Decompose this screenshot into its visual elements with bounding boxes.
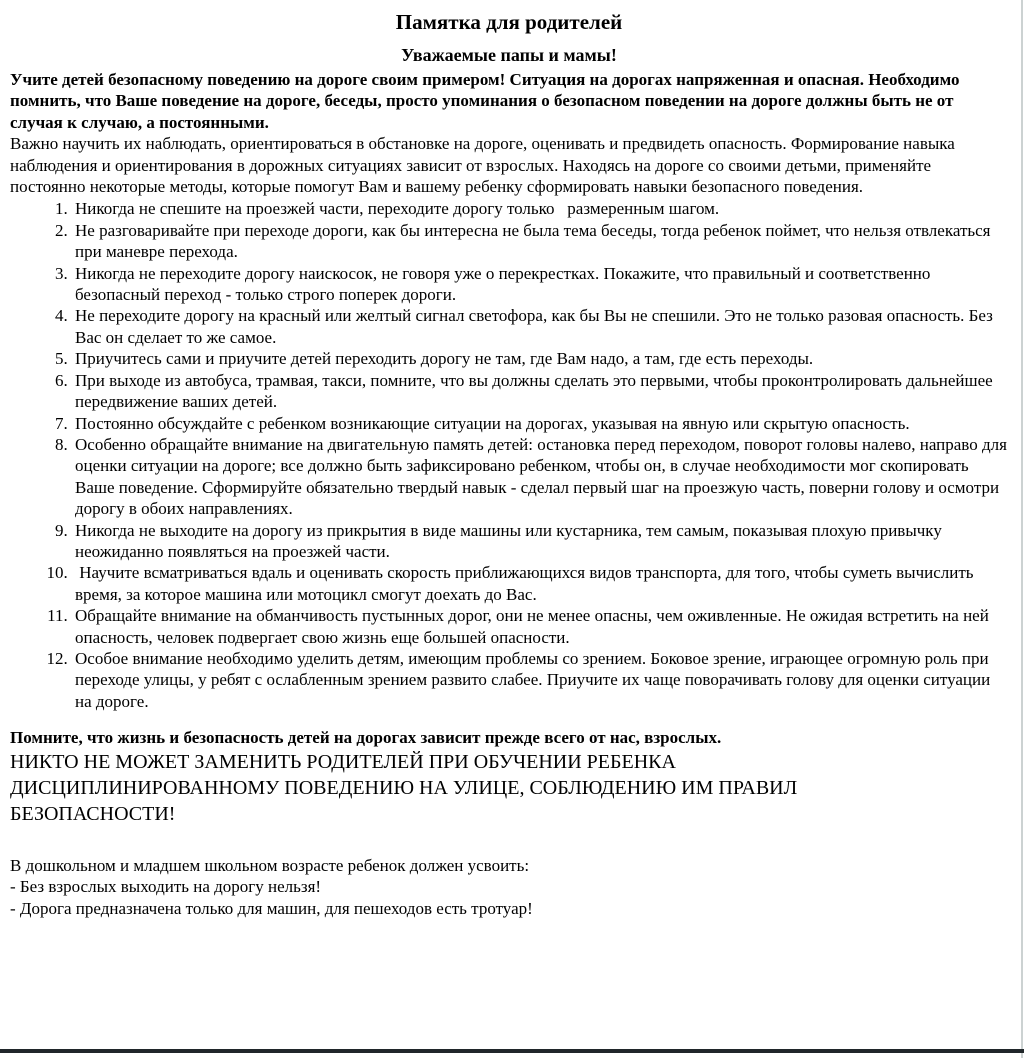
list-item: 1. Никогда не спешите на проезжей части, переходите дорогу только размеренным шагом. <box>72 198 1008 219</box>
list-item: 7. Постоянно обсуждайте с ребенком возникающие ситуации на дорогах, указывая на явную или скрытую опасность. <box>72 413 1008 434</box>
intro-bold-paragraph: Учите детей безопасному поведению на дороге своим примером! Ситуация на дорогах напряженная и опасная. Необходимо помнить, что Ваше поведение на дороге, беседы, просто упоминания о безопасном поведении на дороге должны быть не от случая к случаю, а постоянными. <box>10 70 960 132</box>
list-item: 8. Особенно обращайте внимание на двигательную память детей: остановка перед переходом, поворот головы налево, направо для оценки ситуации на дороге; все должно быть зафиксировано ребенком, чтобы он, в случае необходимости мог скопировать Ваше поведение. Сформируйте обязательно твердый навык - сделал первый шаг на проезжую часть, поверни голову и осмотри дорогу в обоих направлениях. <box>72 434 1008 520</box>
preschool-section <box>10 855 1008 920</box>
preschool-rule-no-adults: - Без взрослых выходить на дорогу нельзя! <box>10 877 322 897</box>
list-item: 3. Никогда не переходите дорогу наискосок, не говоря уже о перекрестках. Покажите, что правильный и соответственно безопасный переход - только строго поперек дороги. <box>72 263 1008 306</box>
list-item: 6. При выходе из автобуса, трамвая, такси, помните, что вы должны сделать это первыми, чтобы проконтролировать дальнейшее передвижение ваших детей. <box>72 370 1008 413</box>
list-item: 10. Научите всматриваться вдаль и оценивать скорость приближающихся видов транспорта, для того, чтобы суметь вычислить время, за которое машина или мотоцикл смогут доехать до Вас. <box>72 562 1008 605</box>
caps-statement <box>10 749 1008 827</box>
list-item: 9. Никогда не выходите на дорогу из прикрытия в виде машины или кустарника, тем самым, показывая плохую привычку неожиданно появляться на проезжей части. <box>72 520 1008 563</box>
caps-statement-line: ДИСЦИПЛИНИРОВАННОМУ ПОВЕДЕНИЮ НА УЛИЦЕ, СОБЛЮДЕНИЮ ИМ ПРАВИЛ <box>10 776 798 799</box>
list-item: 2. Не разговаривайте при переходе дороги, как бы интересна не была тема беседы, тогда ребенок поймет, что нельзя отвлекаться при маневре перехода. <box>72 220 1008 263</box>
intro-paragraph: Важно научить их наблюдать, ориентироваться в обстановке на дороге, оценивать и предвидеть опасность. Формирование навыка наблюдения и ориентирования в дорожных ситуациях зависит от взрослых. Находясь на дороге со своими детьми, применяйте постоянно некоторые методы, которые помогут Вам и вашему ребенку сформировать навыки безопасного поведения. <box>10 134 955 197</box>
caps-statement-line: НИКТО НЕ МОЖЕТ ЗАМЕНИТЬ РОДИТЕЛЕЙ ПРИ ОБУЧЕНИИ РЕБЕНКА <box>10 750 676 773</box>
list-item: 12. Особое внимание необходимо уделить детям, имеющим проблемы со зрением. Боковое зрение, играющее огромную роль при переходе улицы, у ребят с ослабленным зрением развито слабее. Приучите их чаще поворачивать голову для оценки ситуации на дороге. <box>72 648 1008 712</box>
caps-statement-line: БЕЗОПАСНОСТИ! <box>10 802 176 825</box>
safety-rules-list <box>10 198 1008 712</box>
page-subtitle: Уважаемые папы и мамы! <box>401 45 617 65</box>
page-right-border <box>1021 0 1023 1058</box>
page-bottom-border <box>0 1049 1024 1053</box>
page-title: Памятка для родителей <box>395 10 623 34</box>
preschool-heading: В дошкольном и младшем школьном возрасте ребенок должен усвоить: <box>10 855 530 875</box>
reminder-bold-statement: Помните, что жизнь и безопасность детей на дорогах зависит прежде всего от нас, взрослых. <box>10 728 722 748</box>
list-item: 11. Обращайте внимание на обманчивость пустынных дорог, они не менее опасны, чем оживленные. Не ожидая встретить на ней опасность, человек подвергает свою жизнь еще большей опасности. <box>72 605 1008 648</box>
list-item: 4. Не переходите дорогу на красный или желтый сигнал светофора, как бы Вы не спешили. Это не только разовая опасность. Без Вас он сделает то же самое. <box>72 305 1008 348</box>
preschool-rule-road-for-cars: - Дорога предназначена только для машин, для пешеходов есть тротуар! <box>10 899 533 919</box>
list-item: 5. Приучитесь сами и приучите детей переходить дорогу не там, где Вам надо, а там, где есть переходы. <box>72 348 1008 369</box>
